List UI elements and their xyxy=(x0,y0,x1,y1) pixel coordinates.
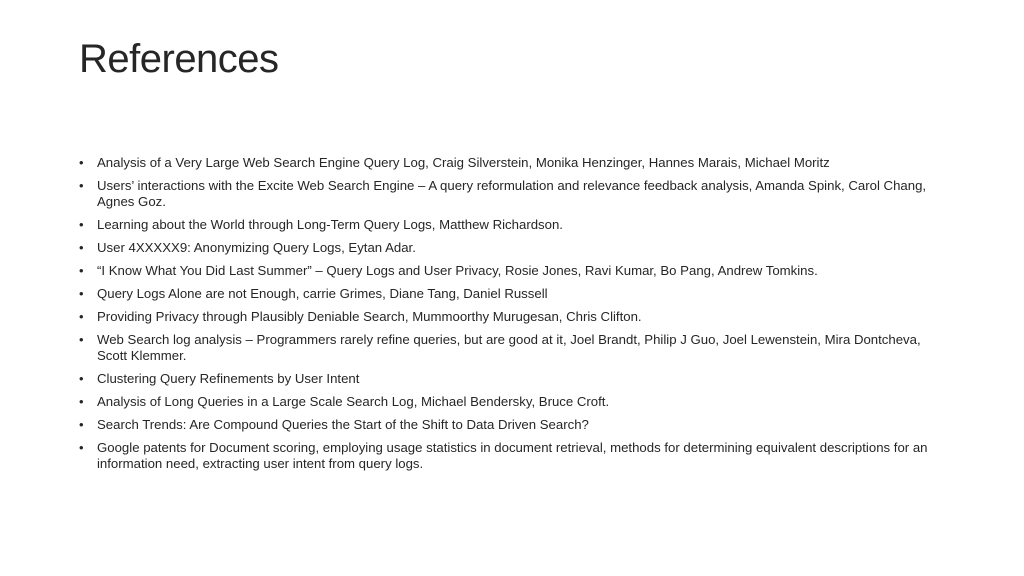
reference-text: Google patents for Document scoring, employing usage statistics in document retrieval, methods for determining equivalent descriptions for an information need, extracting user intent from query logs. xyxy=(97,440,928,471)
bullet-icon: • xyxy=(79,240,84,255)
reference-item xyxy=(79,417,944,433)
slide-title: References xyxy=(79,37,279,81)
reference-item xyxy=(79,309,944,325)
reference-text: Users’ interactions with the Excite Web Search Engine – A query reformulation and relevance feedback analysis, Amanda Spink, Carol Chang, Agnes Goz. xyxy=(97,178,927,209)
reference-text: Query Logs Alone are not Enough, carrie Grimes, Diane Tang, Daniel Russell xyxy=(97,286,548,301)
bullet-icon: • xyxy=(79,286,84,301)
reference-item xyxy=(79,217,944,233)
bullet-icon: • xyxy=(79,178,84,193)
bullet-icon: • xyxy=(79,417,84,432)
reference-text: Clustering Query Refinements by User Intent xyxy=(97,371,360,386)
reference-text: “I Know What You Did Last Summer” – Query Logs and User Privacy, Rosie Jones, Ravi Kumar, Bo Pang, Andrew Tomkins. xyxy=(97,263,818,278)
reference-item xyxy=(79,394,944,410)
reference-text: Analysis of Long Queries in a Large Scale Search Log, Michael Bendersky, Bruce Croft. xyxy=(97,394,610,409)
reference-text: Analysis of a Very Large Web Search Engine Query Log, Craig Silverstein, Monika Henzinger, Hannes Marais, Michael Moritz xyxy=(97,155,830,170)
bullet-icon: • xyxy=(79,155,84,170)
reference-text: Search Trends: Are Compound Queries the Start of the Shift to Data Driven Search? xyxy=(97,417,589,432)
reference-item xyxy=(79,178,944,210)
reference-item xyxy=(79,155,944,171)
bullet-icon: • xyxy=(79,394,84,409)
bullet-icon: • xyxy=(79,440,84,455)
bullet-icon: • xyxy=(79,263,84,278)
bullet-icon: • xyxy=(79,371,84,386)
bullet-icon: • xyxy=(79,217,84,232)
reference-item xyxy=(79,286,944,302)
bullet-icon: • xyxy=(79,332,84,347)
bullet-icon: • xyxy=(79,309,84,324)
reference-item xyxy=(79,263,944,279)
reference-text: Providing Privacy through Plausibly Deniable Search, Mummoorthy Murugesan, Chris Clifton. xyxy=(97,309,642,324)
reference-item xyxy=(79,240,944,256)
reference-text: Learning about the World through Long-Term Query Logs, Matthew Richardson. xyxy=(97,217,563,232)
reference-item xyxy=(79,440,944,472)
reference-list xyxy=(79,155,944,479)
reference-item xyxy=(79,332,944,364)
reference-item xyxy=(79,371,944,387)
reference-text: Web Search log analysis – Programmers rarely refine queries, but are good at it, Joel Brandt, Philip J Guo, Joel Lewenstein, Mira Dontcheva, Scott Klemmer. xyxy=(97,332,921,363)
reference-text: User 4XXXXX9: Anonymizing Query Logs, Eytan Adar. xyxy=(97,240,416,255)
